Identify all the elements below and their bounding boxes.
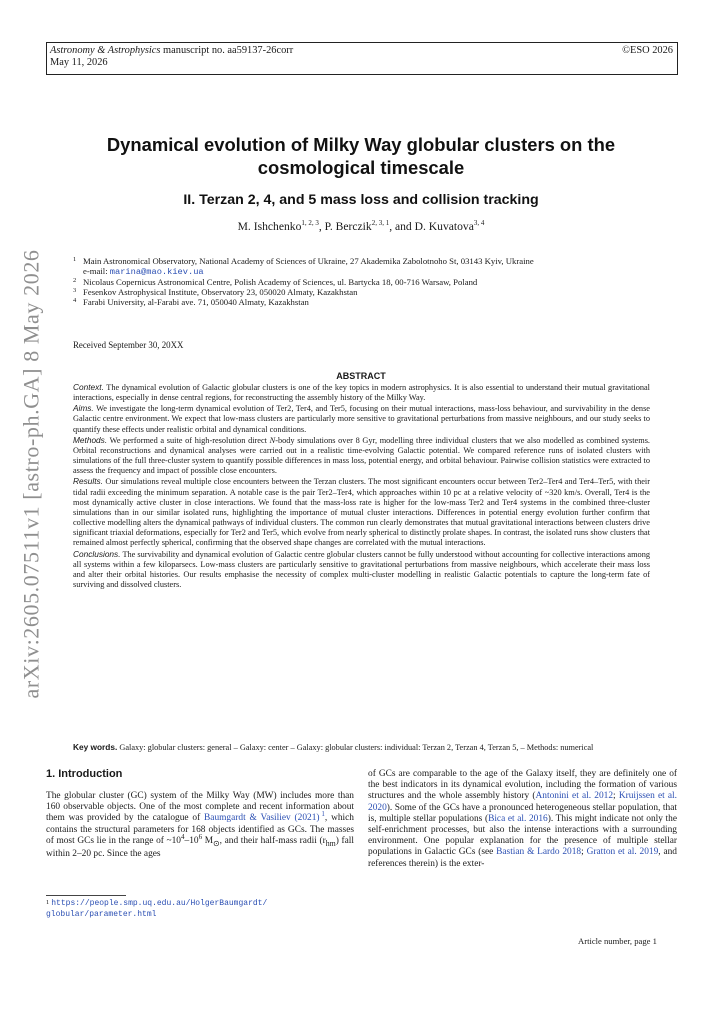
affiliations — [73, 256, 663, 307]
arxiv-stamp — [10, 249, 54, 699]
title-line-1: Dynamical evolution of Milky Way globular clusters on the — [106, 134, 616, 155]
author-name: D. Kuvatova — [414, 220, 474, 233]
email-link[interactable]: marina@mao.kiev.ua — [109, 267, 204, 277]
citation-link[interactable]: Gratton et al. 2019 — [586, 847, 659, 858]
author-list: M. Ishchenko$^{1, 2, 3}$, P. Berczik$^{2, 3, 1}$, and D. Kuvatova$^{3, 4}$ — [237, 219, 485, 233]
citation-link[interactable]: Bica et al. 2016 — [488, 813, 548, 824]
copyright: ©ESO 2026 — [622, 45, 673, 56]
paper-subtitle: II. Terzan 2, 4, and 5 mass loss and collision tracking — [183, 192, 539, 208]
footnote-divider — [46, 895, 126, 896]
abstract-results: Results. Our simulations reveal multiple close encounters between the Terzan clusters. The most significant encounters occur between Ter2–Ter4 and Ter4–Ter5, with their tidal radii exceeding the minimum separation. A notable case is the pair Ter2–Ter4, which approaches within 10 pc at a relative velocity of ~320 km/s. Overall, Ter4 is the most dynamically active cluster in close interactions. We found that the mass-loss rate is higher for the low-mass Ter2 and Ter4 systems in the combined three-cluster simulations than in our similar isolated runs, highlighting the importance of mutual cluster interactions. Differences in potential energy evolution further confirm that collective modelling alters the dynamical pathways of individual clusters. The common run clearly demonstrates that mutual gravitational interactions between clusters drive significant triaxial deformations, especially for Ter2 and Ter5, which evolve from nearly spherical to distinctly prolate shapes. In contrast, the isolated runs show clusters that remained almost perfectly spherical, confirming that the observed shape changes are correlated with the mutual interactions. — [73, 476, 650, 548]
paper-title — [60, 133, 662, 179]
manuscript-number: manuscript no. aa59137-26corr — [160, 45, 294, 56]
footnote-url[interactable]: https://people.smp.uq.edu.au/HolgerBaumgardt/ globular/parameter.html — [46, 899, 268, 919]
title-line-2: cosmological timescale — [257, 157, 465, 178]
intro-right-column: of GCs are comparable to the age of the Galaxy itself, they are definitely one of the best indicators in its dynamical evolution, including the formation of various structures and the whole assembly history (Antonini et al. 2012; Kruijssen et al. 2020). Some of the GCs have a pronounced heterogeneous stellar population, that is, multiple stellar populations (Bica et al. 2016). This might indicate not only the self-enrichment processes, but also the intense interactions with a surrounding environment. One popular explanation for the presence of multiple stellar populations in Galactic GCs (see Bastian & Lardo 2018; Gratton et al. 2019, and references therein) is the exter- — [368, 769, 678, 869]
abstract-body — [73, 382, 650, 590]
footnote-number: 1 — [46, 899, 50, 906]
citation-link[interactable]: Baumgardt & Vasiliev (2021) — [204, 813, 320, 824]
intro-left-column: The globular cluster (GC) system of the Milky Way (MW) includes more than 160 observable objects. One of the most complete and recent information about them was provided by the catalogue of Baumgardt & Vasiliev (2021) $^1$, which contains the structural parameters for 168 objects identified as GCs. The masses of most GCs lie in the range of $\sim 10^4-10^6$ $M_⊙$, and their half-mass radii $(r_{hm})$ fall within 2–20 pc. Since the ages — [46, 791, 355, 859]
footnote — [46, 898, 356, 920]
page-footer: Article number, page 1 — [578, 936, 657, 946]
author-name: P. Berczik — [324, 220, 372, 233]
abstract-context: Context. The dynamical evolution of Galactic globular clusters is one of the key topics in modern astrophysics. It is also essential to understand their mutual gravitational interactions, especially in dense central regions, for reconstructing the assembly history of the Milky Way. — [73, 382, 650, 403]
author-affiliation-marks: 3, 4 — [473, 219, 485, 228]
citation-link[interactable]: Bastian & Lardo 2018 — [496, 847, 582, 858]
manuscript-date: May 11, 2026 — [50, 57, 108, 68]
citation-link[interactable]: Kruijssen et al. 2020 — [368, 791, 678, 813]
keywords — [73, 742, 650, 753]
author-name: M. Ishchenko — [237, 220, 302, 233]
citation-link[interactable]: Antonini et al. 2012 — [535, 791, 614, 802]
manuscript-header — [46, 42, 678, 75]
affiliation-item: 1 Main Astronomical Observatory, National Academy of Sciences of Ukraine, 27 Akademika Zabolotnoho St, 03143 Kyiv, Ukraine e-mail: marina@mao.kiev.ua — [73, 256, 534, 277]
abstract-methods: Methods. We performed a suite of high-resolution direct N-body simulations over 8 Gyr, modelling three individual clusters that we also modelled as combined systems. Orbital reconstructions and dynamical analyses were carried out in a realistic time-evolving Galactic potential. We compared reference runs of isolated clusters with simulations of the full three-cluster system to quantify possible differences in mass loss, potential energy, and orbital behaviour. Pairwise collision statistics were extracted to assess the frequency and impact of possible close encounters. — [73, 434, 650, 476]
abstract-conclusions: Conclusions. The survivability and dynamical evolution of Galactic centre globular clusters cannot be fully understood without accounting for collective interactions among all systems within a few kiloparsecs. Low-mass clusters are particularly sensitive to gravitational perturbations from massive neighbours, which accelerate their mass loss and alter their orbital histories. Our results emphasise the necessity of complex multi-cluster modelling in realistic Galactic potentials to capture the long-term fate of surviving and dissolved clusters. — [73, 548, 650, 589]
journal-name: Astronomy & Astrophysics — [50, 45, 161, 56]
received-date: Received September 30, 20XX — [73, 340, 184, 350]
arxiv-identifier: arXiv:2605.07511v1 [astro-ph.GA] 8 May 2026 — [19, 249, 44, 699]
keywords-label: Key words. — [73, 742, 118, 752]
abstract-aims: Aims. We investigate the long-term dynamical evolution of Ter2, Ter4, and Ter5, focusing on their mutual interactions, mass-loss behaviour, and survivability in the dense Galactic centre environment. We expect that low-mass clusters are particularly more sensitive to gravitational perturbations from massive neighbours, and our study seeks to quantify these effects under realistic orbital and dynamical conditions. — [73, 403, 650, 434]
footnote-mark[interactable]: 1 — [321, 810, 325, 819]
author-affiliation-marks: 2, 3, 1 — [371, 219, 390, 228]
author-affiliation-marks: 1, 2, 3 — [301, 219, 319, 228]
affiliation-item: 2 Nicolaus Copernicus Astronomical Centre, Polish Academy of Sciences, ul. Bartycka 18, 00-716 Warsaw, Poland — [73, 277, 478, 287]
section-heading-introduction: 1. Introduction — [46, 768, 123, 780]
abstract-heading: ABSTRACT — [336, 371, 386, 381]
affiliation-item: 3 Fesenkov Astrophysical Institute, Observatory 23, 050020 Almaty, Kazakhstan — [73, 287, 358, 297]
keywords-text: Galaxy: globular clusters: general – Galaxy: center – Galaxy: globular clusters: individual: Terzan 2, Terzan 4, Terzan 5, – Methods: numerical — [117, 743, 594, 752]
affiliation-item: 4 Farabi University, al-Farabi ave. 71, 050040 Almaty, Kazakhstan — [73, 297, 309, 307]
